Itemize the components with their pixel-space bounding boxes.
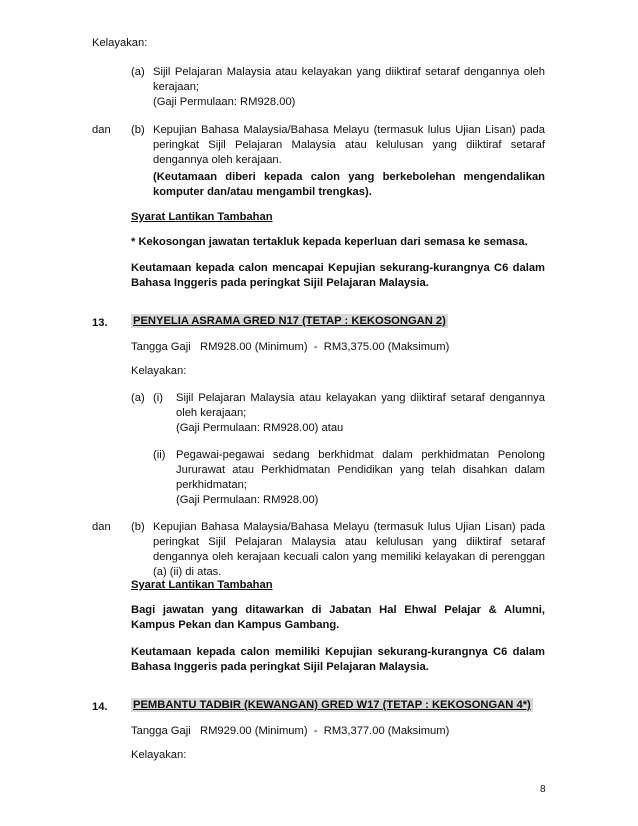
s13-bagi-note: Bagi jawatan yang ditawarkan di Jabatan Hal Ehwal Pelajar & Alumni, Kampus Pekan dan Kampus Gambang.	[131, 604, 545, 631]
s14-number: 14.	[92, 701, 108, 713]
s13-item-ii-gaji: (Gaji Permulaan: RM928.00)	[176, 494, 319, 506]
s13-item-ii-label: (ii)	[153, 449, 166, 461]
s13-item-b-label: (b)	[131, 521, 145, 533]
page-number: 8	[540, 784, 546, 795]
s14-kelayakan-label: Kelayakan:	[131, 749, 187, 761]
s13-dan-label: dan	[92, 521, 111, 533]
s13-title	[131, 314, 448, 329]
s13-item-i-gaji: (Gaji Permulaan: RM928.00) atau	[176, 422, 344, 434]
s12-syarat-heading: Syarat Lantikan Tambahan	[131, 211, 273, 223]
s13-title-text: PENYELIA ASRAMA GRED N17 (TETAP : KEKOSONGAN 2)	[133, 315, 446, 327]
s12-item-b-text: Kepujian Bahasa Malaysia/Bahasa Melayu (termasuk lulus Ujian Lisan) pada peringkat Sijil Pelajaran Malaysia atau kelulusan yang diiktiraf setaraf dengannya oleh kerajaan.	[153, 124, 545, 166]
s12-kekosongan-note: * Kekosongan jawatan tertakluk kepada keperluan dari semasa ke semasa.	[131, 236, 528, 248]
s12-item-b-note: (Keutamaan diberi kepada calon yang berkebolehan mengendalikan komputer dan/atau mengambil trengkas).	[153, 171, 545, 198]
s14-title-text: PEMBANTU TADBIR (KEWANGAN) GRED W17 (TETAP : KEKOSONGAN 4*)	[133, 699, 531, 711]
s13-kelayakan-label: Kelayakan:	[131, 365, 187, 377]
s13-item-i-label: (i)	[153, 392, 163, 404]
s13-number: 13.	[92, 317, 108, 329]
s12-dan-label: dan	[92, 124, 111, 136]
s12-item-b-label: (b)	[131, 124, 145, 136]
s13-item-b-text: Kepujian Bahasa Malaysia/Bahasa Melayu (termasuk lulus Ujian Lisan) pada peringkat Sijil Pelajaran Malaysia atau kelulusan yang diiktiraf setaraf dengannya oleh kerajaan kecuali calon yang memiliki kelayakan di perenggan (a) (ii) di atas.	[153, 521, 545, 578]
s12-item-a-label: (a)	[131, 66, 145, 78]
s12-item-a-text: Sijil Pelajaran Malaysia atau kelayakan yang diiktiraf setaraf dengannya oleh kerajaan;	[153, 66, 545, 93]
s12-keutamaan-note: Keutamaan kepada calon mencapai Kepujian sekurang-kurangnya C6 dalam Bahasa Inggeris pada peringkat Sijil Pelajaran Malaysia.	[131, 262, 545, 289]
s14-title	[131, 698, 533, 713]
s13-item-ii-text: Pegawai-pegawai sedang berkhidmat dalam perkhidmatan Penolong Jururawat atau Perkhidmatan Pendidikan yang telah disahkan dalam perkhidmatan;	[176, 449, 545, 491]
s12-item-a-gaji: (Gaji Permulaan: RM928.00)	[153, 96, 296, 108]
s13-item-a-label: (a)	[131, 392, 145, 404]
s13-keutamaan-note: Keutamaan kepada calon memiliki Kepujian sekurang-kurangnya C6 dalam Bahasa Inggeris pada peringkat Sijil Pelajaran Malaysia.	[131, 646, 545, 673]
s13-syarat-heading: Syarat Lantikan Tambahan	[131, 579, 273, 591]
s13-tangga-gaji: Tangga Gaji RM928.00 (Minimum) - RM3,375.00 (Maksimum)	[131, 341, 450, 353]
s14-tangga-gaji: Tangga Gaji RM929.00 (Minimum) - RM3,377.00 (Maksimum)	[131, 725, 450, 737]
s13-item-i-text: Sijil Pelajaran Malaysia atau kelayakan yang diiktiraf setaraf dengannya oleh kerajaan;	[176, 392, 545, 419]
s12-kelayakan-label: Kelayakan:	[92, 37, 148, 49]
